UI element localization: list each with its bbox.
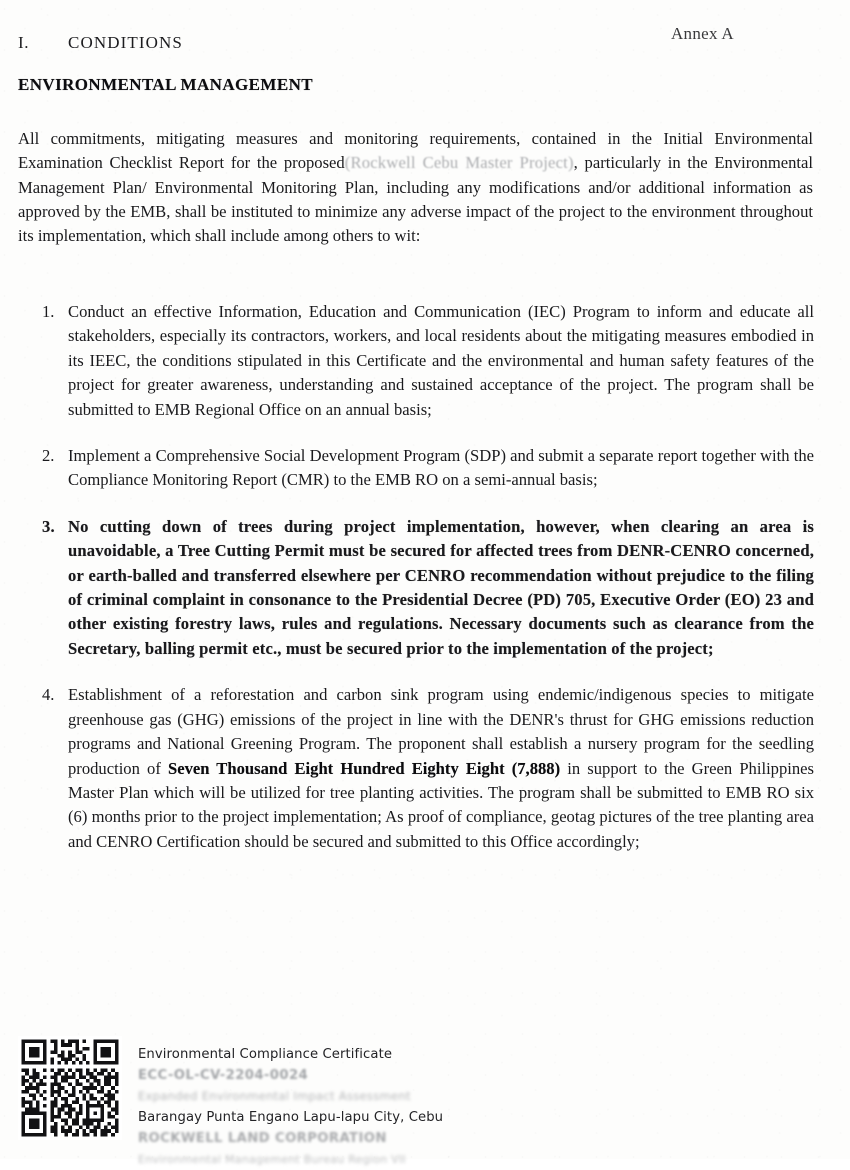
footer-proponent-name: ROCKWELL LAND CORPORATION (138, 1131, 387, 1146)
redacted-project-name: (Rockwell Cebu Master Project) (344, 153, 574, 173)
list-item-marker: 3. (42, 516, 55, 536)
subject-heading: ENVIRONMENTAL MANAGEMENT (18, 75, 313, 94)
list-item-text-before-bold: Establishment of a reforestation and carbon sink program using endemic/indigenous species to mitigate greenhouse gas (GHG) emissions of the project in line with the DENR's thrust for GHG emissions reduction programs and National Greening Program. The proponent shall establish a nursery program for the seedling production of (68, 685, 814, 778)
list-item-text: No cutting down of trees during project implementation, however, when clearing an area is unavoidable, a Tree Cutting Permit must be secured for affected trees from DENR-CENRO concerned, or earth-balled and transferred elsewhere per CENRO recommendation without prejudice to the filing of criminal complaint in consonance to the Presidential Decree (PD) 705, Executive Order (EO) 23 and other existing forestry laws, rules and regulations. Necessary documents such as clearance from the Secretary, balling permit etc., must be secured prior to the implementation of the project; (68, 516, 814, 658)
section-title: CONDITIONS (68, 33, 183, 52)
footer-certificate-title: Environmental Compliance Certificate (138, 1047, 393, 1062)
footer-certificate-number: ECC-OL-CV-2204-0024 (138, 1068, 309, 1083)
lede-block (18, 127, 813, 248)
list-item-marker: 2. (42, 446, 55, 466)
footer-issuing-office: Environmental Management Bureau Region VII (138, 1153, 406, 1166)
list-item-text: Conduct an effective Information, Education and Communication (IEC) Program to inform and educate all stakeholders, especially its contractors, workers, and local residents about the mitigating measures embodied in its IEEC, the conditions stipulated in this Certificate and the environmental and human safety features of the project for greater awareness, understanding and sustained acceptance of the project. The program shall be submitted to EMB Regional Office on an annual basis; (68, 302, 814, 419)
footer-project-location: Barangay Punta Engano Lapu-lapu City, Cebu (138, 1110, 444, 1125)
qr-code-icon (18, 1036, 122, 1140)
list-item-text-after-bold: in support to the Green Philippines Master Plan which will be utilized for tree planting activities. The program shall be submitted to EMB RO six (6) months prior to the project implementation; As proof of compliance, geotag pictures of the tree planting area and CENRO Certification should be secured and submitted to this Office accordingly; (68, 758, 814, 851)
section-numeral: I. (18, 33, 30, 52)
document-footer (18, 1036, 618, 1170)
seedling-quantity-emphasis: Seven Thousand Eight Hundred Eighty Eight (7,888) (167, 758, 561, 778)
list-item (0, 683, 832, 854)
footer-assessment-type: Expanded Environmental Impact Assessment (138, 1089, 411, 1103)
section-heading (18, 33, 790, 53)
list-item-text: Implement a Comprehensive Social Development Program (SDP) and submit a separate report together with the Compliance Monitoring Report (CMR) to the EMB RO on a semi-annual basis; (68, 446, 814, 490)
annex-label: Annex A (670, 24, 734, 43)
list-item (0, 515, 832, 661)
conditions-list (0, 300, 832, 876)
list-item-marker: 4. (42, 685, 55, 705)
footer-text-block (138, 1036, 443, 1170)
lede-part-2: , particularly in the Environmental Management Plan/ Environmental Monitoring Plan, including any modifications and/or additional information as approved by the EMB, shall be instituted to minimize any adverse impact of the project to the environment throughout its implementation, which shall include among others to wit: (18, 153, 813, 246)
list-item-marker: 1. (42, 302, 55, 321)
lede-part-1: All commitments, mitigating measures and monitoring requirements, contained in the Initial Environmental Examination Checklist Report for the proposed (18, 129, 813, 173)
lede-paragraph (18, 127, 813, 248)
list-item (0, 444, 832, 493)
list-item (0, 300, 832, 422)
